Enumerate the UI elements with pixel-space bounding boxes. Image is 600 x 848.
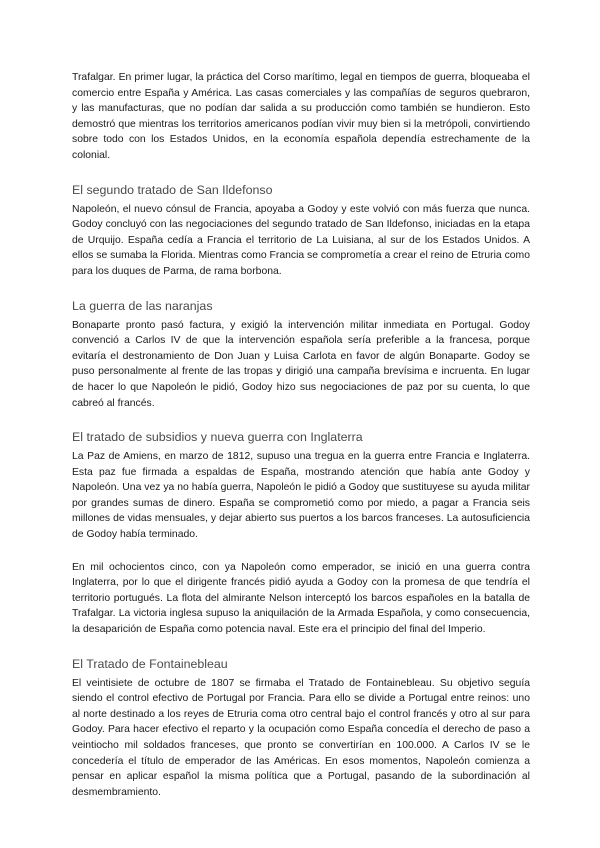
intro-paragraph: Trafalgar. En primer lugar, la práctica del Corso marítimo, legal en tiempos de guerra, bloqueaba el comercio entre España y América. Las casas comerciales y las compañías de seguros quebraron, y las manufacturas, que no podían dar salida a su producción como también se hundieron. Esto demostró que mientras los territorios americanos podían vivir muy bien si la metrópoli, convirtiendo sobre todo con los Estados Unidos, en la economía española dependía estrechamente de la colonial. xyxy=(72,72,530,161)
section-paragraph: En mil ochocientos cinco, con ya Napoleón como emperador, se inició en una guerra contra Inglaterra, por lo que el dirigente francés pidió ayuda a Godoy con la promesa de que tendría el territorio portugués. La flota del almirante Nelson interceptó los barcos españoles en la batalla de Trafalgar. La victoria inglesa supuso la aniquilación de la Armada Española, y como consecuencia, la desaparición de España como potencia naval. Este era el principio del final del Imperio. xyxy=(72,561,530,636)
section-paragraph: Bonaparte pronto pasó factura, y exigió la intervención militar inmediata en Portugal. Godoy convenció a Carlos IV de que la intervención española sería preferible a la francesa, porque evitaría el destronamiento de Don Juan y Luisa Carlota en favor de algún Bonaparte. Godoy se puso personalmente al frente de las tropas y dirigió una campaña brevísima e incruenta. En lugar de hacer lo que Napoleón le pidió, Godoy hizo sus negociaciones de paz por su cuenta, lo que cabreó al francés. xyxy=(72,319,530,409)
section-heading-fontainebleau: El Tratado de Fontainebleau xyxy=(72,656,228,671)
section-paragraph: Napoleón, el nuevo cónsul de Francia, apoyaba a Godoy y este volvió con más fuerza que nunca. Godoy concluyó con las negociaciones del segundo tratado de San Ildefonso, iniciadas en la etapa de Urquijo. España cedía a Francia el territorio de La Luisiana, al sur de los Estados Unidos. A ellos se sumaba la Florida. Mientras como Francia se comprometía a crear el reino de Etruria como para los duques de Parma, de rama borbona. xyxy=(72,203,530,277)
section-heading-tratado-subsidios: El tratado de subsidios y nueva guerra con Inglaterra xyxy=(72,430,363,445)
section-heading-san-ildefonso: El segundo tratado de San Ildefonso xyxy=(72,182,273,197)
section-heading-guerra-naranjas: La guerra de las naranjas xyxy=(72,298,213,313)
section-paragraph: El veintisiete de octubre de 1807 se firmaba el Tratado de Fontainebleau. Su objetivo seguía siendo el control efectivo de Portugal por Francia. Para ello se divide a Portugal entre reinos: uno al norte destinado a los reyes de Etruria coma otro central bajo el control francés y otro al sur para Godoy. Para hacer efectivo el reparto y la ocupación como España concedía el derecho de paso a veintiocho mil soldados franceses, que pronto se convertirían en 100.000. A Carlos IV se le concedería el título de emperador de las Américas. En esos momentos, Napoleón comienza a pensar en aplicar español la misma política que a Portugal, pasando de la subordinación al desmembramiento. xyxy=(72,677,530,798)
section-paragraph: La Paz de Amiens, en marzo de 1812, supuso una tregua en la guerra entre Francia e Inglaterra. Esta paz fue firmada a espaldas de España, mostrando atención que había ante Godoy y Napoleón. Una vez ya no había guerra, Napoleón le pidió a Godoy que sustituyese su ayuda militar por grandes sumas de dinero. España se comprometió como por miedo, a pagar a Francia seis millones de vidas mensuales, y dejar abierto sus puertos a los barcos franceses. La autosuficiencia de Godoy había terminado. xyxy=(72,451,530,541)
